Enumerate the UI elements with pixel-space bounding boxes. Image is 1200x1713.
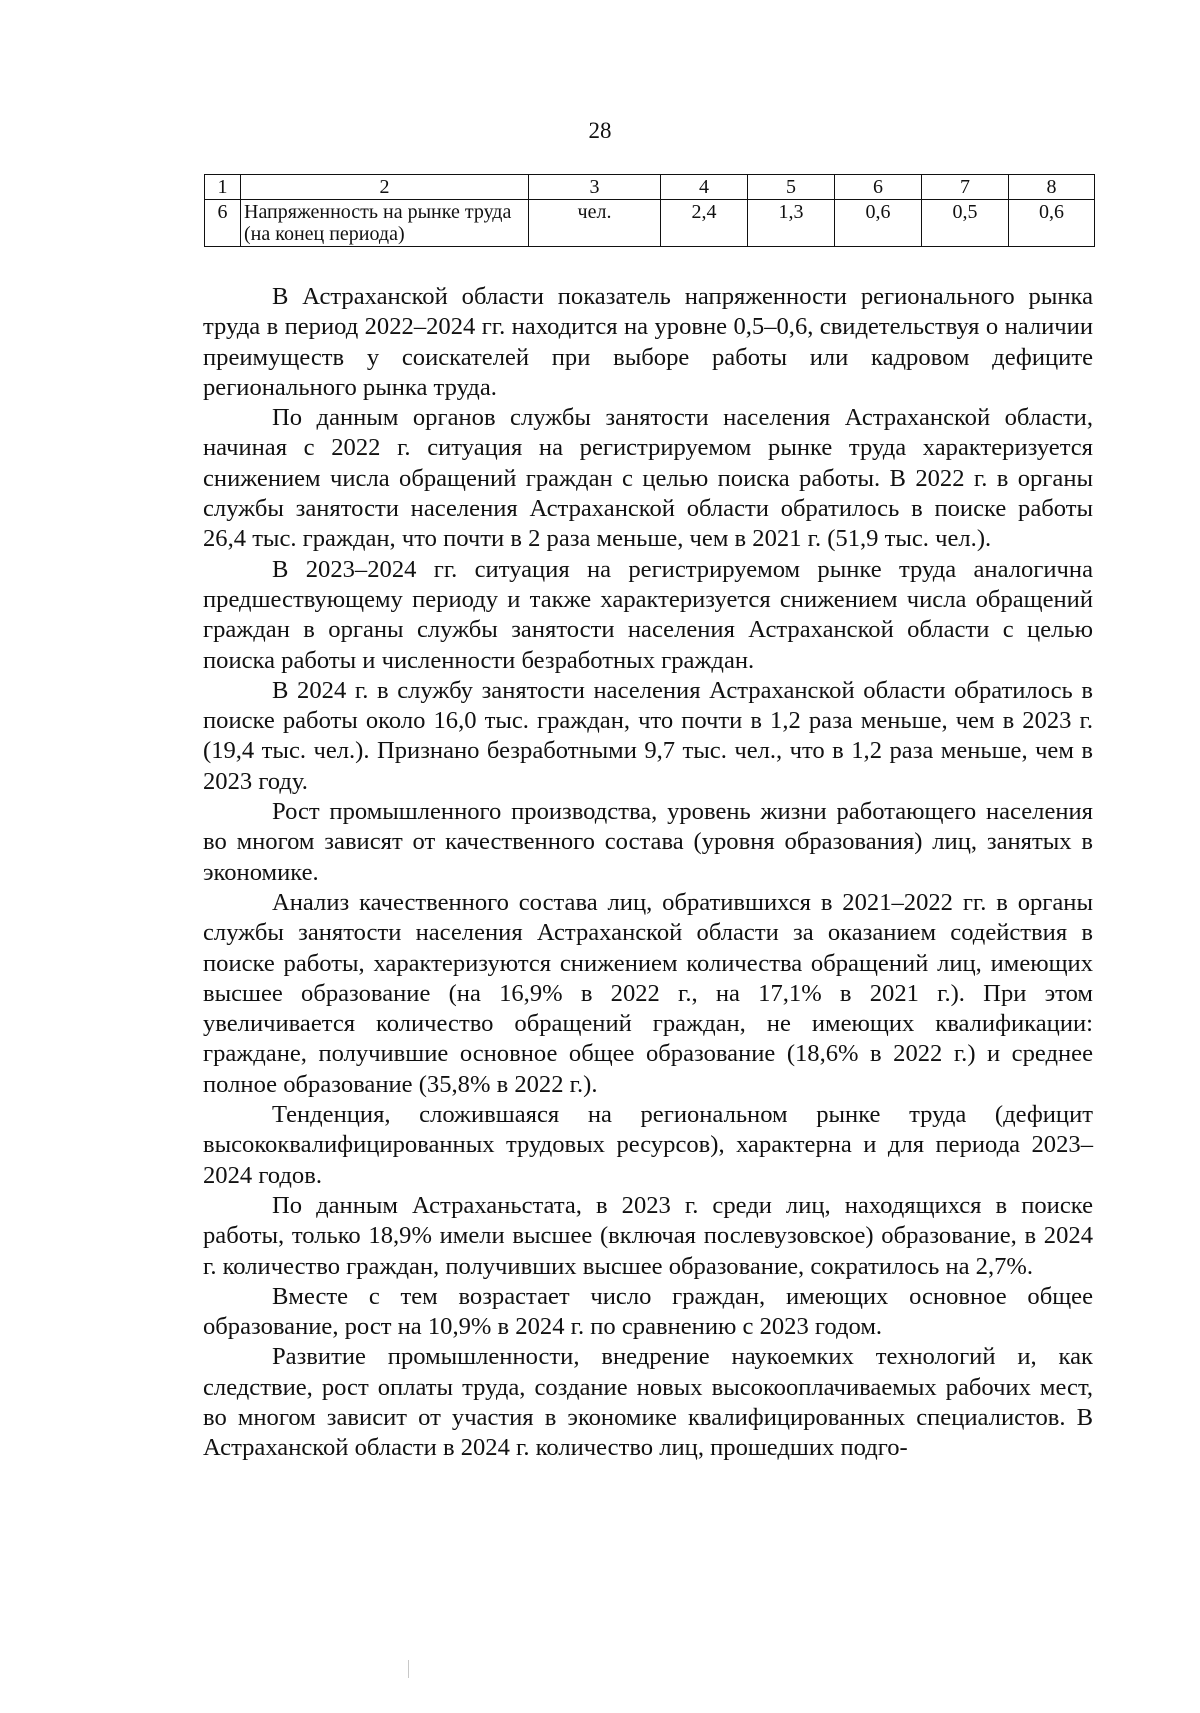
table-header-cell: 6 [835,175,922,200]
table-cell-value: 0,5 [922,200,1009,247]
table-header-cell: 1 [205,175,241,200]
body-text [203,282,1093,1464]
table-header-row [205,175,1095,200]
page-number: 28 [588,118,612,143]
table-cell-number: 6 [205,200,241,247]
paragraph: Анализ качественного состава лиц, обратившихся в 2021–2022 гг. в органы службы занятости населения Астраханской области за оказанием содействия в поиске работы, характеризуются снижением количества обращений лиц, имеющих высшее образование (на 16,9% в 2022 г., на 17,1% в 2021 г.). При этом увеличивается количество обращений граждан, не имеющих квалификации: граждане, получившие основное общее образование (18,6% в 2022 г.) и среднее полное образование (35,8% в 2022 г.). [203,888,1093,1098]
table-cell-indicator: Напряженность на рынке труда (на конец периода) [241,200,529,247]
paragraph: Рост промышленного производства, уровень жизни работающего населения во многом зависят от качественного состава (уровня образования) лиц, занятых в экономике. [203,798,1093,886]
paragraph: В 2023–2024 гг. ситуация на регистрируемом рынке труда аналогична предшествующему периоду и также характеризуется снижением числа обращений граждан в органы службы занятости населения Астраханской области с целью поиска работы и численности безработных граждан. [203,555,1093,674]
paragraph: В 2024 г. в службу занятости населения Астраханской области обратилось в поиске работы около 16,0 тыс. граждан, что почти в 1,2 раза меньше, чем в 2023 г. (19,4 тыс. чел.). Признано безработными 9,7 тыс. чел., что в 1,2 раза меньше, чем в 2023 году. [203,676,1093,795]
table-cell-value: 2,4 [661,200,748,247]
paragraph: По данным Астраханьстата, в 2023 г. среди лиц, находящихся в поиске работы, только 18,9% имели высшее (включая послевузовское) образование, в 2024 г. количество граждан, получивших высшее образование, сократилось на 2,7%. [203,1191,1093,1280]
paragraph: Тенденция, сложившаяся на региональном рынке труда (дефицит высококвалифицированных трудовых ресурсов), характерна и для периода 2023–2024 годов. [203,1101,1093,1189]
paragraph: Вместе с тем возрастает число граждан, имеющих основное общее образование, рост на 10,9% в 2024 г. по сравнению с 2023 годом. [203,1282,1093,1341]
paragraph: В Астраханской области показатель напряженности регионального рынка труда в период 2022–2024 гг. находится на уровне 0,5–0,6, свидетельствуя о наличии преимуществ у соискателей при выборе работы или кадровом дефиците регионального рынка труда. [203,283,1093,401]
table-header-cell: 8 [1009,175,1095,200]
paragraph: Развитие промышленности, внедрение наукоемких технологий и, как следствие, рост оплаты труда, создание новых высокооплачиваемых рабочих мест, во многом зависит от участия в экономике квалифицированных специалистов. В Астраханской области в 2024 г. количество лиц, прошедших подго- [203,1343,1093,1462]
paragraph: По данным органов службы занятости населения Астраханской области, начиная с 2022 г. ситуация на регистрируемом рынке труда характеризуется снижением числа обращений граждан с целью поиска работы. В 2022 г. в органы службы занятости населения Астраханской области обратилось в поиске работы 26,4 тыс. граждан, что почти в 2 раза меньше, чем в 2021 г. (51,9 тыс. чел.). [203,404,1093,553]
table-header-cell: 2 [241,175,529,200]
table-header-cell: 7 [922,175,1009,200]
table-row [205,200,1095,247]
table-cell-value: 0,6 [1009,200,1095,247]
table-header-cell: 5 [748,175,835,200]
table-cell-value: 1,3 [748,200,835,247]
indicator-table [204,174,1095,247]
table-header-cell: 4 [661,175,748,200]
table-header-cell: 3 [529,175,661,200]
scan-mark [408,1660,409,1678]
table-cell-value: 0,6 [835,200,922,247]
table-cell-unit: чел. [529,200,661,247]
